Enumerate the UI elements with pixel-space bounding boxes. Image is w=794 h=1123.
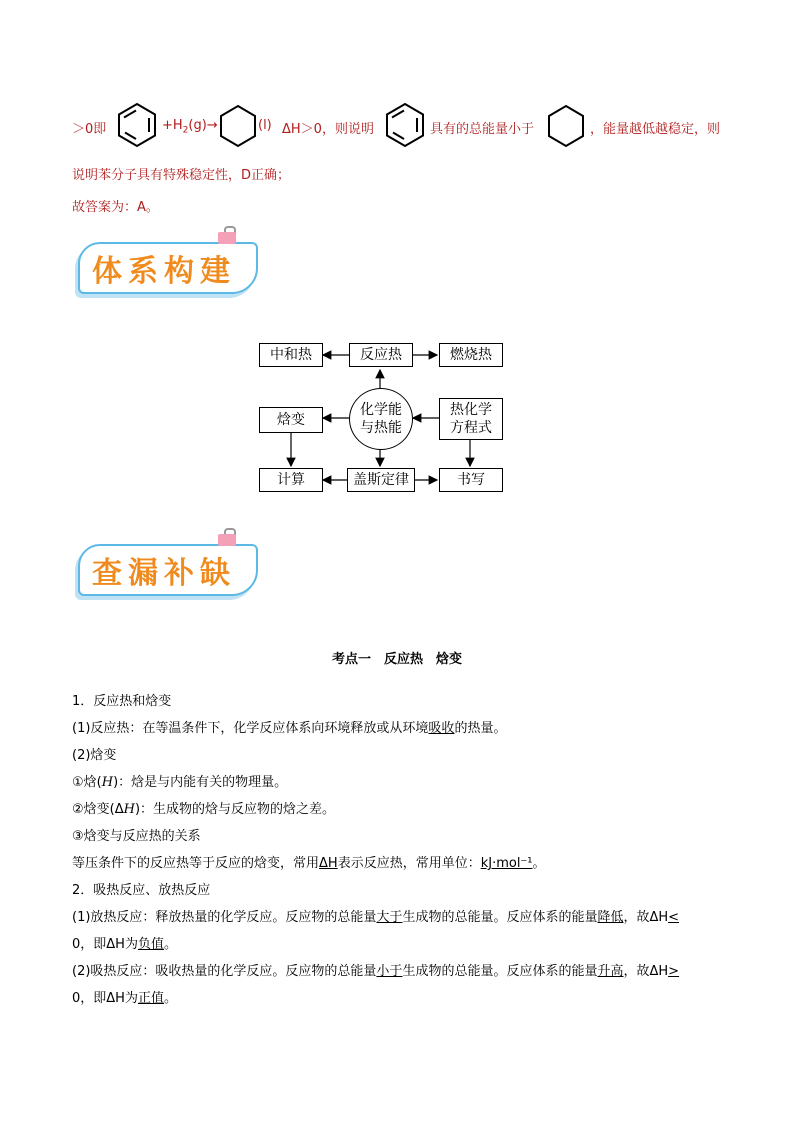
section-banner-chalou	[74, 540, 256, 598]
body-line-5: ②焓变(ΔH)：生成物的焓与反应物的焓之差。	[72, 802, 336, 817]
node-shuxie: 书写	[439, 468, 503, 492]
body-line-9: (1)放热反应：释放热量的化学反应。反应物的总能量大于生成物的总能量。反应体系的能量降低，故ΔH<	[72, 910, 680, 925]
top-seg4: ΔH＞0，则说明	[282, 122, 374, 137]
answer-line-2: 说明苯分子具有特殊稳定性，D正确；	[72, 168, 291, 183]
body-line-7: 等压条件下的反应热等于反应的焓变，常用ΔH表示反应热，常用单位：kJ·mol⁻¹。	[72, 856, 546, 871]
body-line-12: 0，即ΔH为正值。	[72, 991, 177, 1006]
top-seg1: ＞0即	[72, 122, 107, 137]
paper-clip-icon	[218, 534, 236, 546]
body-line-4: ①焓(H)：焓是与内能有关的物理量。	[72, 775, 288, 790]
top-seg5: 具有的总能量小于	[430, 122, 535, 137]
node-ranshaore: 燃烧热	[439, 343, 503, 367]
banner-title: 查漏补缺	[92, 556, 236, 591]
body-line-11: (2)吸热反应：吸收热量的化学反应。反应物的总能量小于生成物的总能量。反应体系的能量升高，故ΔH>	[72, 964, 680, 979]
node-jisuan: 计算	[259, 468, 323, 492]
node-zhonghere: 中和热	[259, 343, 323, 367]
body-line-8: 2．吸热反应、放热反应	[72, 883, 211, 898]
node-rehuaxue: 热化学 方程式	[439, 398, 503, 440]
top-seg6: ，能量越低越稳定，则	[590, 122, 721, 137]
section-heading: 考点一 反应热 焓变	[331, 652, 462, 667]
body-line-3: (2)焓变	[72, 748, 117, 763]
body-line-6: ③焓变与反应热的关系	[72, 829, 201, 844]
node-fanyingre: 反应热	[349, 343, 413, 367]
node-gaisi: 盖斯定律	[347, 468, 415, 492]
node-center: 化学能 与热能	[349, 388, 413, 450]
body-line-1: 1．反应热和焓变	[72, 694, 172, 709]
top-seg2: $+H_2(g)\to$	[162, 118, 218, 136]
answer-line-3: 故答案为：A。	[72, 200, 159, 215]
body-line-10: 0，即ΔH为负值。	[72, 937, 177, 952]
node-hanbian: 焓变	[259, 407, 323, 433]
body-line-2: (1)反应热：在等温条件下，化学反应体系向环境释放或从环境吸收的热量。	[72, 721, 507, 736]
top-seg3: (l)	[258, 118, 272, 133]
banner-title: 体系构建	[92, 254, 236, 289]
